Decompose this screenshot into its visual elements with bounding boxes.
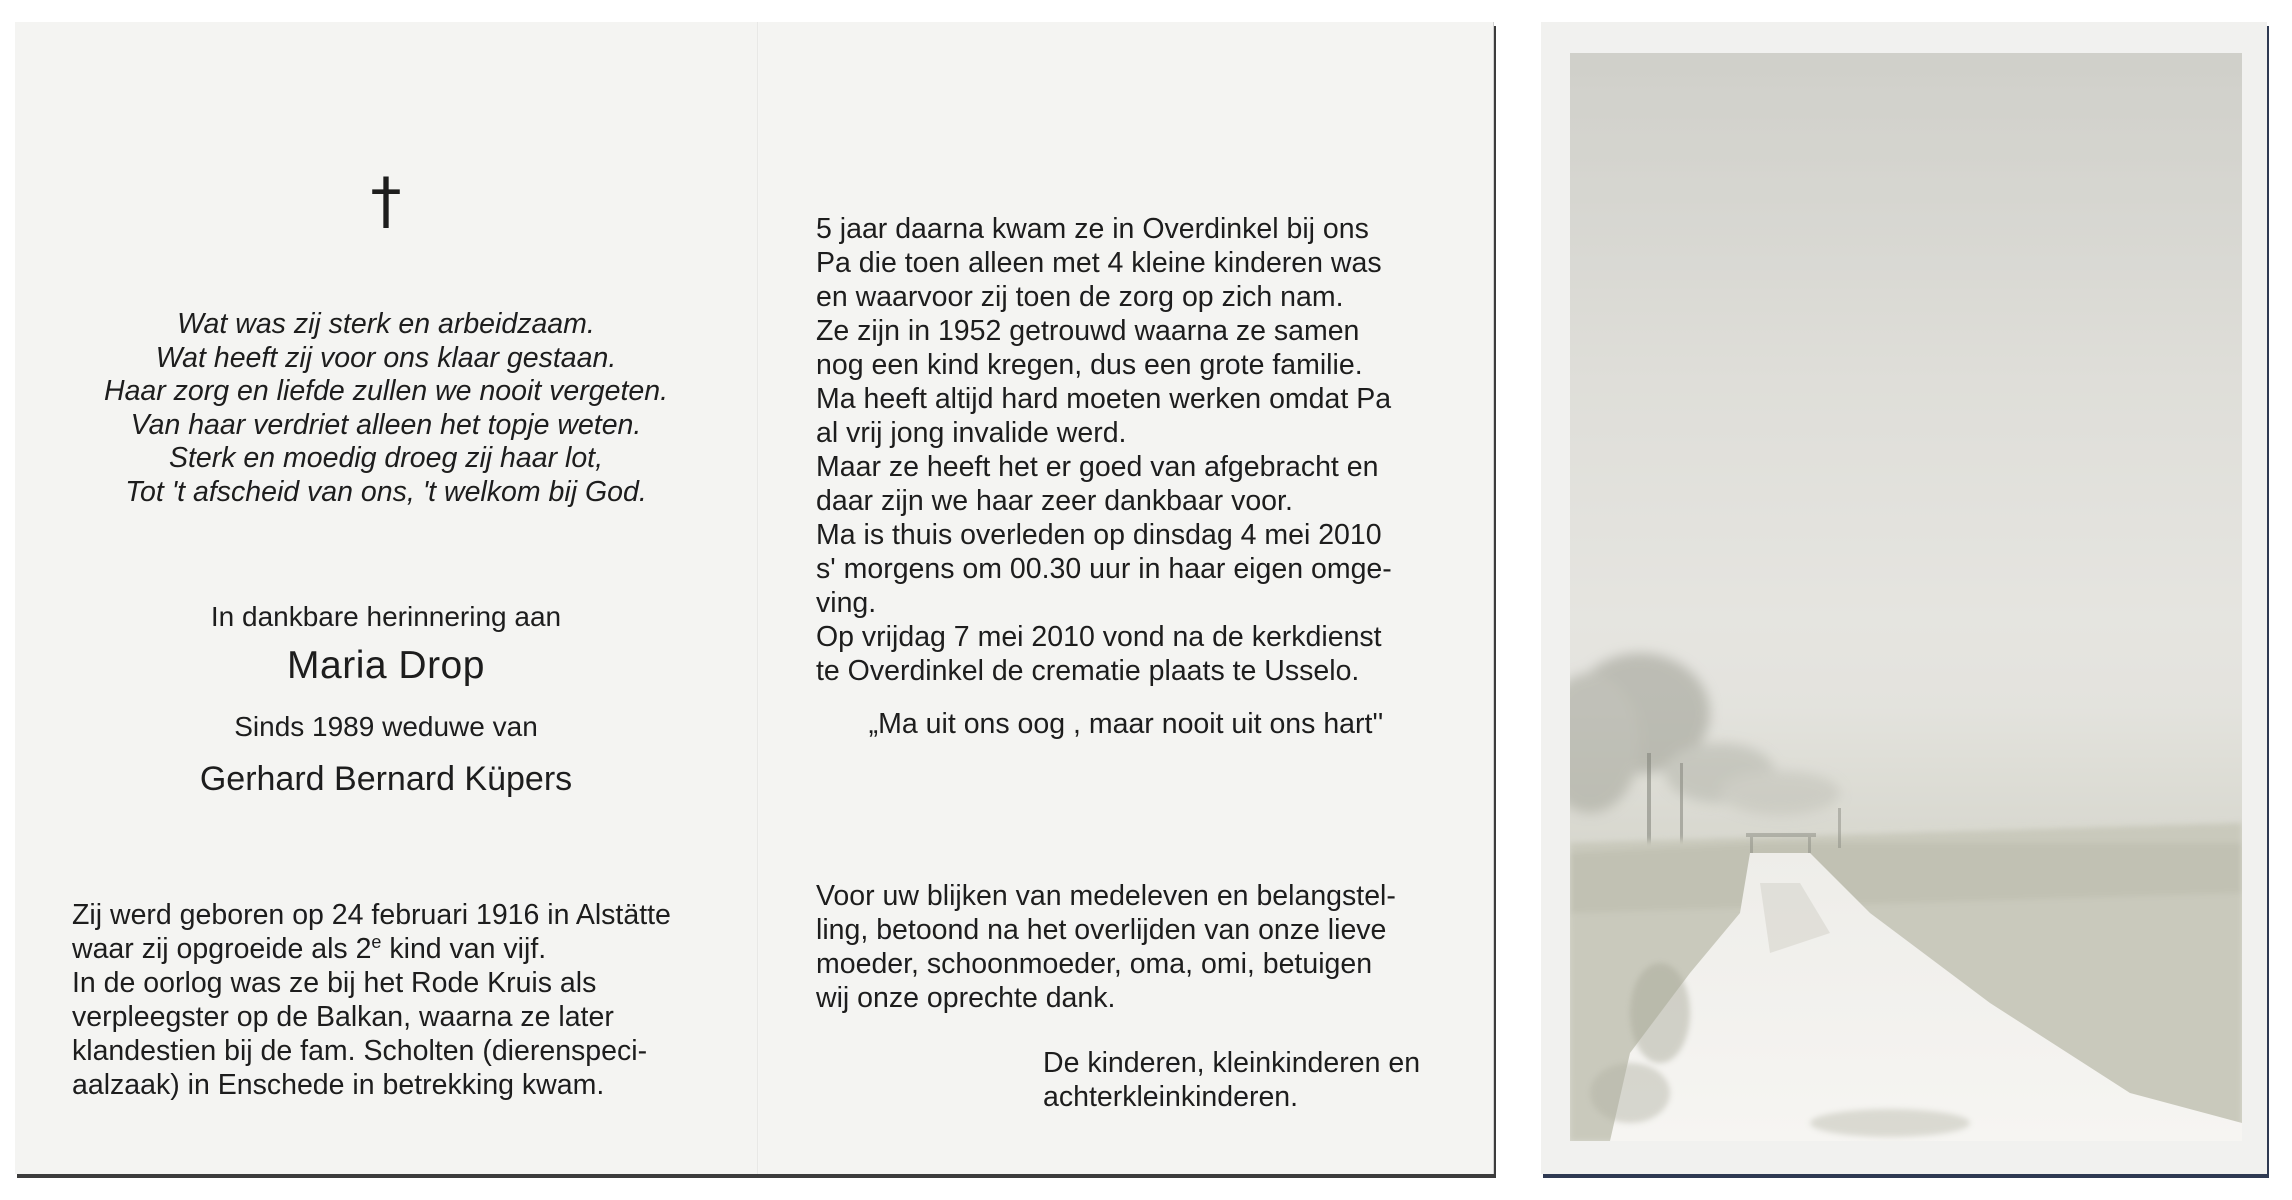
memorial-quote: „Ma uit ons oog , maar nooit uit ons hart'' xyxy=(868,708,1384,740)
poem-line: Haar zorg en liefde zullen we nooit vergeten. xyxy=(103,375,668,408)
thanks-line: moeder, schoonmoeder, oma, omi, betuigen xyxy=(816,948,1373,980)
thanks-line: Voor uw blijken van medeleven en belangstel- xyxy=(816,880,1396,912)
left-panel xyxy=(15,22,757,1174)
story-line: Ze zijn in 1952 getrouwd waarna ze samen xyxy=(816,315,1360,347)
story-line: te Overdinkel de crematie plaats te Usselo. xyxy=(816,655,1360,687)
story-line: Pa die toen alleen met 4 kleine kinderen was xyxy=(816,247,1382,279)
story-line: en waarvoor zij toen de zorg op zich nam. xyxy=(816,281,1344,313)
biography-line: aalzaak) in Enschede in betrekking kwam. xyxy=(72,1069,605,1101)
story-line: nog een kind kregen, dus een grote familie. xyxy=(816,349,1363,381)
story-line: s' morgens om 00.30 uur in haar eigen omge- xyxy=(816,553,1392,585)
story-line: Ma is thuis overleden op dinsdag 4 mei 2010 xyxy=(816,519,1382,551)
misty-landscape-photo xyxy=(1570,53,2242,1141)
biography-line: klandestien bij de fam. Scholten (dierenspeci- xyxy=(72,1035,648,1067)
biography-line: Zij werd geboren op 24 februari 1916 in Alstätte xyxy=(72,899,671,931)
story-line: daar zijn we haar zeer dankbaar voor. xyxy=(816,485,1293,517)
story-line: Maar ze heeft het er goed van afgebracht en xyxy=(816,451,1379,483)
poem-line: Wat heeft zij voor ons klaar gestaan. xyxy=(155,341,617,374)
cross-icon: † xyxy=(370,164,402,237)
life-story xyxy=(816,212,1448,688)
thanks-line: ling, betoond na het overlijden van onze lieve xyxy=(816,914,1387,946)
biography-text: waar zij opgroeide als 2 xyxy=(72,933,372,965)
card-inside xyxy=(15,22,1494,1174)
story-line: Ma heeft altijd hard moeten werken omdat Pa xyxy=(816,383,1392,415)
story-line: 5 jaar daarna kwam ze in Overdinkel bij ons xyxy=(816,213,1369,245)
biography-line xyxy=(72,932,688,966)
biography-line: In de oorlog was ze bij het Rode Kruis als xyxy=(72,967,597,999)
story-line: al vrij jong invalide werd. xyxy=(816,417,1127,449)
right-panel xyxy=(759,22,1493,1174)
signature-line: De kinderen, kleinkinderen en xyxy=(1043,1047,1421,1079)
poem-line: Sterk en moedig droeg zij haar lot, xyxy=(168,442,604,475)
husband-name: Gerhard Bernard Küpers xyxy=(199,760,573,798)
ordinal-superscript: e xyxy=(371,932,382,952)
deceased-name: Maria Drop xyxy=(287,644,485,687)
poem-line: Wat was zij sterk en arbeidzaam. xyxy=(177,308,595,340)
biography-line: verpleegster op de Balkan, waarna ze later xyxy=(72,1001,614,1033)
story-line: Op vrijdag 7 mei 2010 vond na de kerkdienst xyxy=(816,621,1382,653)
landscape-illustration xyxy=(1570,53,2242,1141)
poem-line: Van haar verdriet alleen het topje weten. xyxy=(130,408,642,441)
widow-intro: Sinds 1989 weduwe van xyxy=(234,711,538,742)
family-signature xyxy=(1043,1046,1420,1114)
card-cover xyxy=(1541,22,2267,1174)
biography xyxy=(72,898,688,1102)
thanks-line: wij onze oprechte dank. xyxy=(816,982,1116,1014)
biography-text: kind van vijf. xyxy=(381,933,547,965)
poem-line: Tot 't afscheid van ons, 't welkom bij God. xyxy=(125,475,647,508)
memorial-intro: In dankbare herinnering aan xyxy=(210,601,562,632)
memorial-poem xyxy=(15,308,757,510)
story-line: ving. xyxy=(816,587,877,619)
thanks-note xyxy=(816,879,1448,1015)
signature-line: achterkleinkinderen. xyxy=(1043,1081,1299,1113)
